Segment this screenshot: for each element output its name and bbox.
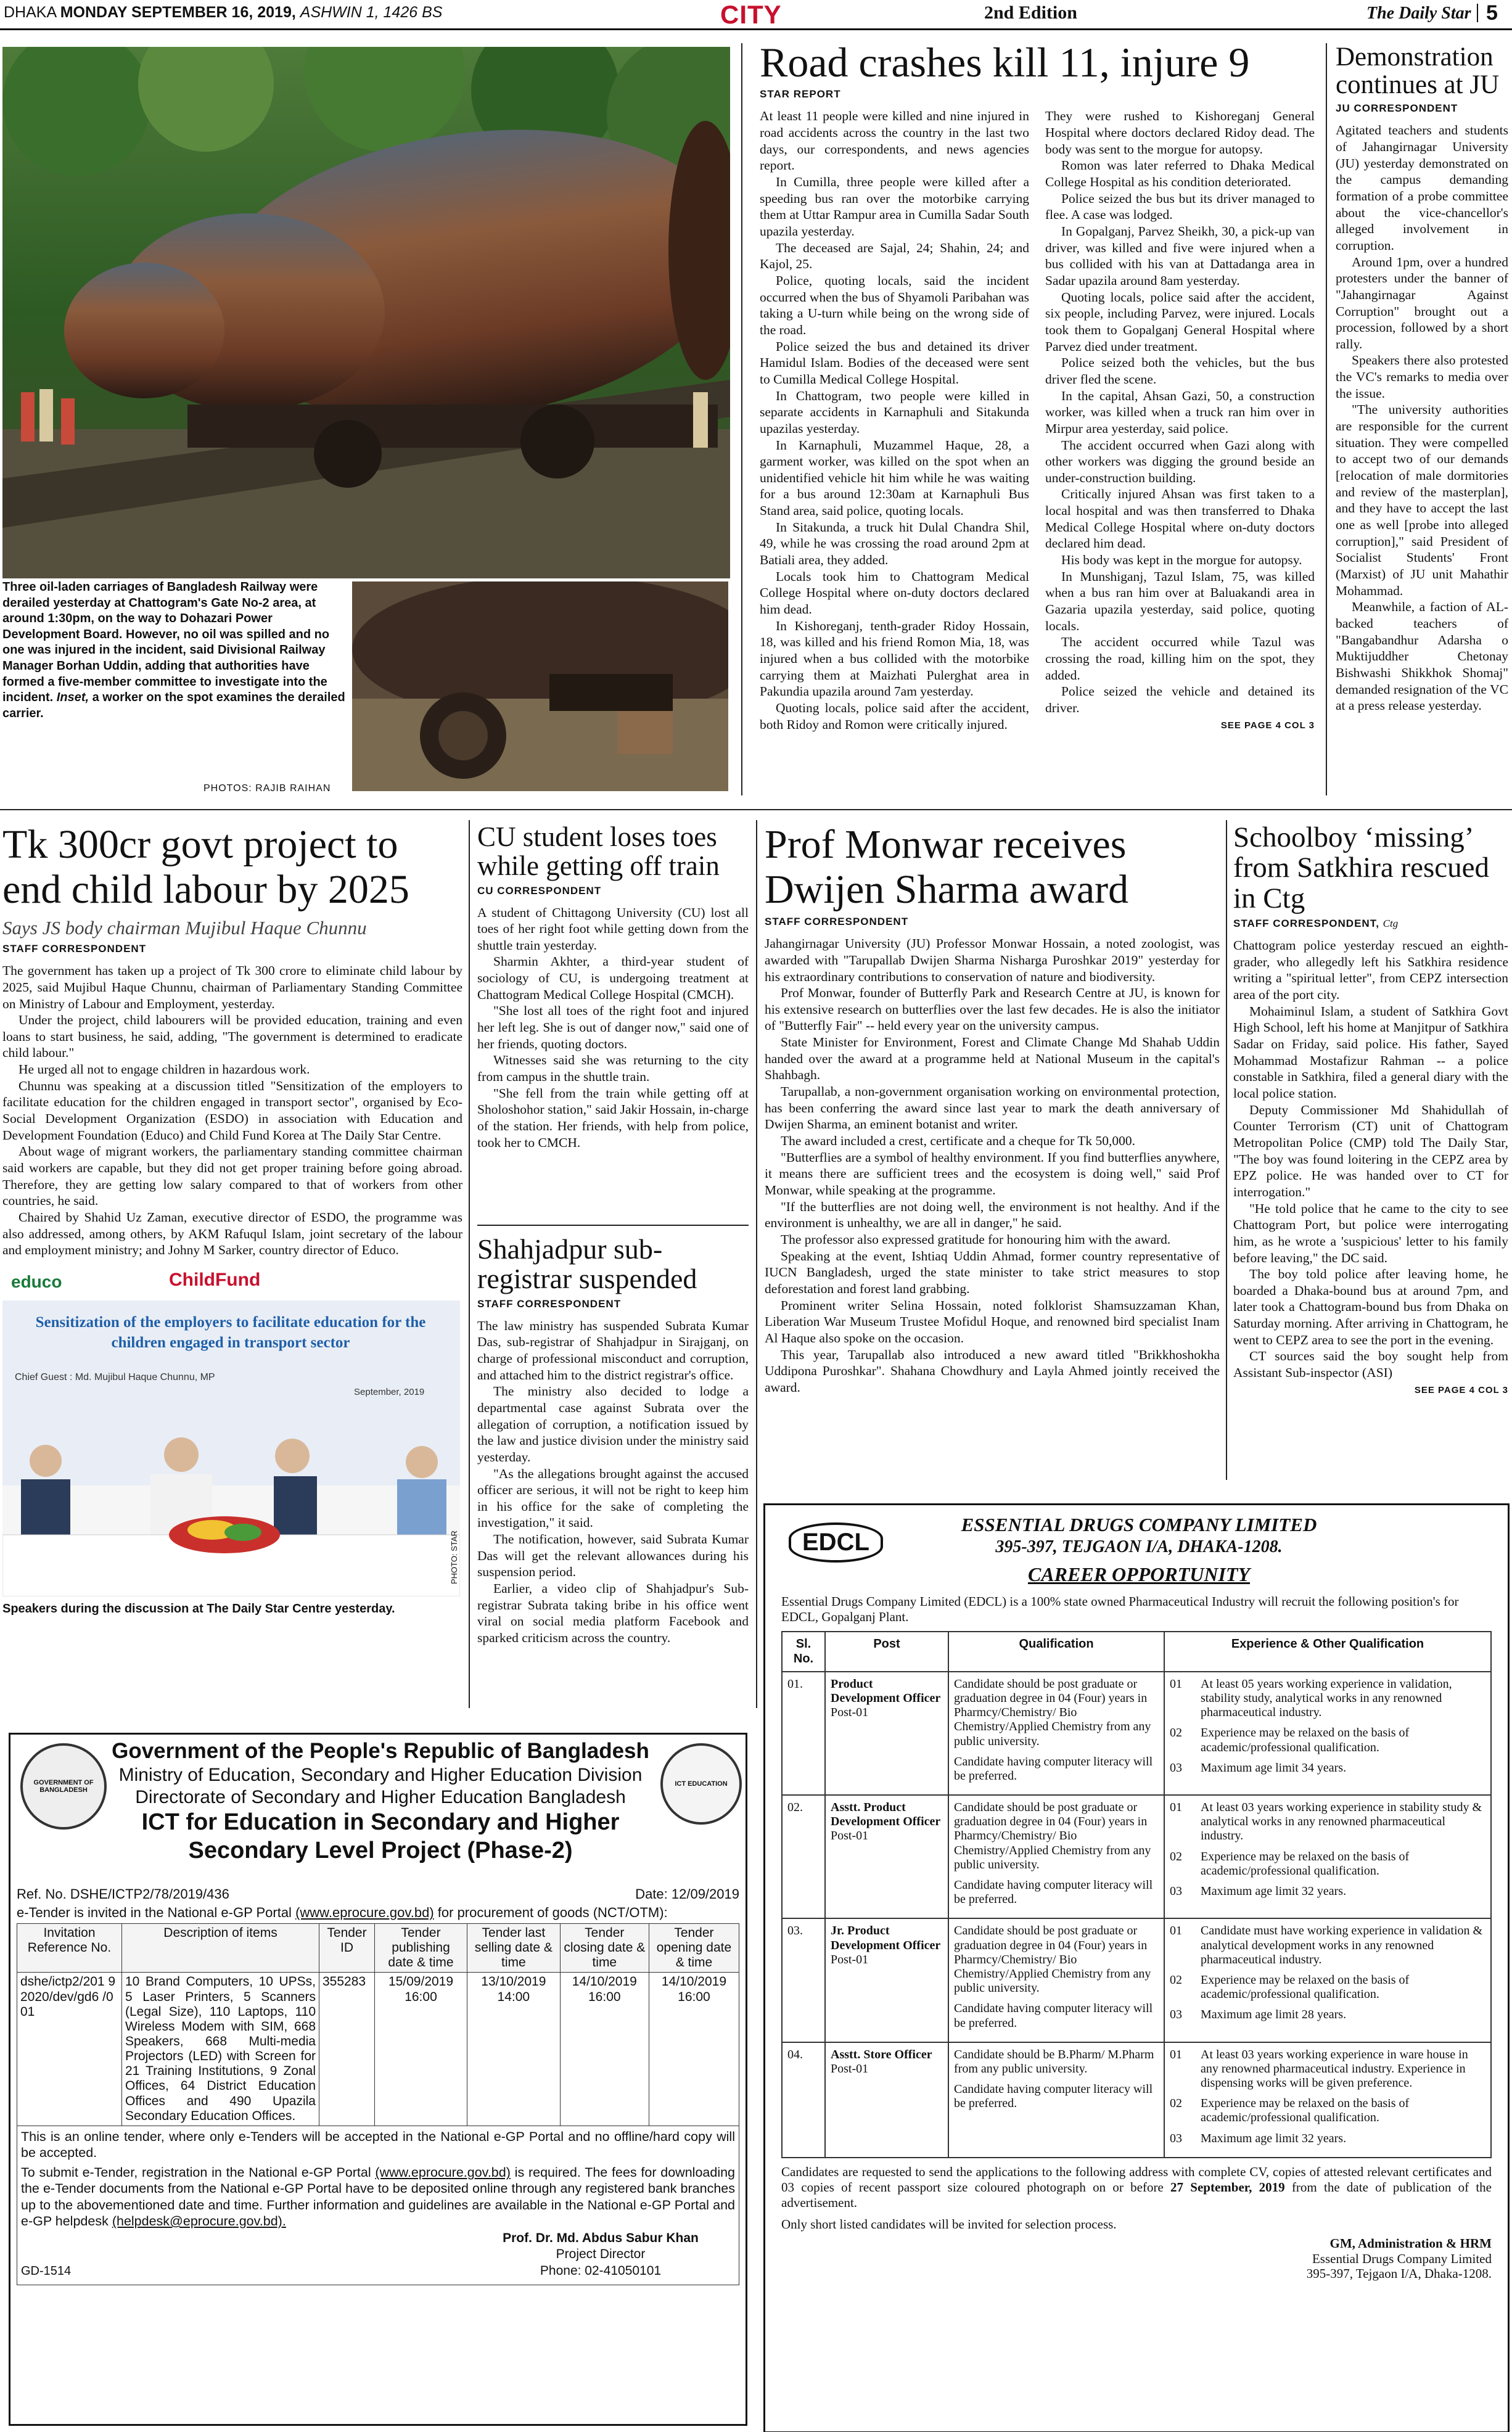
paragraph: "She fell from the train while getting off at Sholoshohor station," said Jakir Hossain, in-charge of the station. Her friends, with help from police, took her to CMCH. — [477, 1085, 749, 1150]
edcl-th-post: Post — [825, 1632, 948, 1671]
paragraph: In Karnaphuli, Muzammel Haque, 28, a garment worker, was killed on the spot when an unidentified vehicle hit him while he was waiting for a bus around 12:30am at Karnaphuli Bus Stand area, said police, quoting locals. — [760, 437, 1029, 519]
edcl-signature: GM, Administration & HRM Essential Drugs Company Limited 395-397, Tejgaon I/A, Dhaka-1208. — [1306, 2236, 1492, 2281]
edcl-logo: EDCL — [789, 1522, 883, 1563]
edcl-sl: 03. — [782, 1918, 825, 2042]
experience-line: 02 Experience may be relaxed on the basis of academic/professional qualification. — [1170, 1849, 1410, 1878]
paragraph: "If the butterflies are not doing well, the environment is not healthy. And if the environment is unhealthy, we are all in danger," he said. — [765, 1199, 1220, 1231]
paragraph: State Minister for Environment, Forest and Climate Change Md Shahab Uddin handed over the award at a programme held at National Museum in the capital's Shahbagh. — [765, 1035, 1220, 1083]
experience-line: 03 Maximum age limit 28 years. — [1170, 2008, 1347, 2022]
road-col-2 — [1045, 108, 1315, 716]
child-body — [2, 963, 462, 1259]
educo-logo: educo — [11, 1272, 62, 1291]
edcl-post: Product Development Officer Post-01 — [825, 1672, 948, 1795]
paragraph: Speakers there also protested the VC's remarks to media over the issue. — [1336, 353, 1508, 401]
paragraph: Prominent writer Selina Hossain, noted folklorist Shamsuzzaman Khan, Liberation War Museum Trustee Mofidul Hoque, and renowned bird specialist Inam Al Haque also spoke on the occasion. — [765, 1297, 1220, 1345]
edcl-name: ESSENTIAL DRUGS COMPANY LIMITED — [961, 1514, 1317, 1535]
edcl-qualification — [948, 1795, 1164, 1918]
masthead — [0, 0, 1512, 28]
paragraph: Prof Monwar, founder of Butterfly Park and Research Centre at JU, is known for his extensive research on butterflies over the last few decades. He is also the initiator of "Butterfly Fair" -- held every year on the university campus. — [765, 985, 1220, 1033]
shahjad-story — [477, 1234, 749, 1709]
demo-body — [1336, 122, 1508, 714]
gov-th-ref: Invitation Reference No. — [17, 1924, 122, 1973]
gov-signature: Prof. Dr. Md. Abdus Sabur Khan Project Director Phone: 02-41050101 — [503, 2231, 699, 2278]
qualification-line: Candidate should be post graduate or graduation degree in 04 (Four) years in Pharmcy/Chemistry/ Bio Chemistry/Applied Chemistry from any public university. — [954, 1924, 1151, 1995]
child-story — [2, 823, 462, 1692]
gov-tender-row: dshe/ictp2/201 92020/dev/gd6 /001 10 Brand Computers, 10 UPSs, 5 Laser Printers, 5 Scanners (Legal Size), 110 Laptops, 110 Wireless Modem with SIM, 668 Speakers, 668 Multi-media Projectors (LED) with Screen for 21 Training Institutions, 9 Zonal Offices, 64 District Education Offices and 490 Upazila Secondary Education Offices. 355283 15/09/2019 16:00 13/10/2019 14:00 14/10/2019 16:00 14/10/2019 16:00 — [17, 1973, 739, 2126]
paragraph: This year, Tarupallab also introduced a new award titled "Brikkhoshokha Uddipona Puroshkar". Shahana Chowdhury and Layla Ahmed jointly received the award. — [765, 1347, 1220, 1395]
experience-line: 01 At least 05 years working experience in validation, stability study, analytical works in any renowned pharmaceutical industry. — [1170, 1677, 1452, 1720]
paragraph: In Munshiganj, Tazul Islam, 75, was killed when a bus ran him over at Baluakandi area in Gazaria upazila yesterday, said police, quoting locals. — [1045, 569, 1315, 633]
experience-line: 02 Experience may be relaxed on the basis of academic/professional qualification. — [1170, 1973, 1410, 2002]
cu-byline: CU CORRESPONDENT — [477, 884, 602, 897]
paragraph: The accident occurred when Gazi along with other workers was digging the ground beside an under-construction building. — [1045, 437, 1315, 485]
edcl-row — [782, 1795, 1491, 1918]
edcl-post: Asstt. Store Officer Post-01 — [825, 2042, 948, 2158]
paragraph: About wage of migrant workers, the parliamentary standing committee chairman said workers are capable, but they did not get proper training before going abroad. Therefore, they are getting low salary compared to that of workers from other countries, he said. — [2, 1144, 462, 1209]
edcl-ad — [763, 1503, 1510, 2432]
paragraph: Quoting locals, police said after the accident, both Ridoy and Romon were critically injured. — [760, 700, 1029, 732]
edcl-title: CAREER OPPORTUNITY — [1027, 1563, 1251, 1585]
qualification-line: Candidate should be B.Pharm/ M.Pharm from any public university. — [954, 2047, 1154, 2076]
paragraph: "As the allegations brought against the accused officer are serious, it will not be right to keep him in his office for the sake of completing the investigation," it said. — [477, 1466, 749, 1530]
paragraph: The law ministry has suspended Subrata Kumar Das, sub-registrar of Shahjadpur in Sirajganj, on charge of professional misconduct and corruption, and attached him to the district registrar's office. — [477, 1318, 749, 1382]
edcl-th-qual: Qualification — [948, 1632, 1164, 1671]
banner-title: Sensitization of the employers to facilitate education for the children engaged in transport sector — [35, 1314, 426, 1351]
edcl-experience — [1164, 1795, 1491, 1918]
eprocure-link-2[interactable]: (www.eprocure.gov.bd) — [375, 2165, 511, 2180]
photo-credit: PHOTOS: RAJIB RAIHAN — [203, 783, 331, 794]
experience-line: 01 Candidate must have working experience in validation & analytical development works in any renowned pharmaceutical industry. — [1170, 1924, 1483, 1966]
edcl-sl: 04. — [782, 2042, 825, 2158]
banner-date: September, 2019 — [354, 1387, 425, 1397]
edcl-post: Jr. Product Development Officer Post-01 — [825, 1918, 948, 2042]
paragraph: The accident occurred while Tazul was crossing the road, killing him on the spot, they added. — [1045, 635, 1315, 683]
paragraph: The boy told police after leaving home, he boarded a Dhaka-bound bus at around 7pm, and later took a Chattogram-bound bus from Dhaka on Saturday morning. After arriving in Chattogram, he went to CEPZ area to see the port in the evening. — [1233, 1267, 1508, 1347]
paragraph: Meanwhile, a faction of AL-backed teachers of "Bangabandhur Adarsha o Muktijuddher Chetonay Bishwashi Shikkhok Shomaj" demanded resignation of the VC at a press release yesterday. — [1336, 599, 1508, 713]
edcl-intro: Essential Drugs Company Limited (EDCL) is a 100% state owned Pharmaceutical Industry will recruit the following position's for EDCL, Gopalganj Plant. — [781, 1594, 1459, 1625]
paragraph: In Chattogram, two people were killed in separate accidents in Karnaphuli and Sitakunda upazilas yesterday. — [760, 388, 1029, 436]
paragraph: Agitated teachers and students of Jahangirnagar University (JU) yesterday demonstrated on the campus demanding formation of a probe committee about the vice-chancellor's alleged involvement in corruption. — [1336, 123, 1508, 253]
paragraph: Witnesses said she was returning to the city from campus in the shuttle train. — [477, 1053, 749, 1085]
banner-guest: Chief Guest : Md. Mujibul Haque Chunnu, MP — [15, 1372, 215, 1382]
paragraph: CT sources said the boy sought help from Assistant Sub-inspector (ASI) — [1233, 1349, 1508, 1381]
gov-th-desc: Description of items — [122, 1924, 319, 1973]
edcl-row — [782, 1918, 1491, 2042]
paragraph: Quoting locals, police said after the accident, six people, including Parvez, were injured. Locals took them to Gopalganj General Hospital where Parvez died under treatment. — [1045, 289, 1315, 354]
paragraph: Police seized the bus but its driver managed to flee. A case was lodged. — [1045, 191, 1315, 223]
train-caption: Three oil-laden carriages of Bangladesh Railway were derailed yesterday at Chattogram's Gate No-2 area, at around 1:30pm, on the way to Dohazari Power Development Board. However, no oil was spilled and no one was injured in the incident, said Divisional Railway Manager Borhan Uddin, adding that authorities have formed a five-member committee to investigate into the incident. Inset, a worker on the spot examines the derailed carrier. — [2, 580, 345, 720]
experience-line: 02 Experience may be relaxed on the basis of academic/professional qualification. — [1170, 2097, 1410, 2125]
paragraph: Police seized the bus and detained its driver Hamidul Islam. Bodies of the deceased were sent to Cumilla Medical College Hospital. — [760, 339, 1029, 387]
helpdesk-email[interactable]: (helpdesk@eprocure.gov.bd). — [112, 2213, 286, 2229]
gov-gd: GD-1514 — [21, 2264, 72, 2278]
qualification-line: Candidate having computer literacy will be preferred. — [954, 1754, 1153, 1783]
paragraph: Under the project, child labourers will be provided education, training and even loans to start business, he said, adding, "The government is determined to eradicate child labour." — [2, 1013, 462, 1061]
school-jump: SEE PAGE 4 COL 3 — [1414, 1384, 1508, 1395]
edcl-footer-2: Only short listed candidates will be invited for selection process. — [781, 2217, 1117, 2232]
edcl-row — [782, 1672, 1491, 1795]
gov-seal-right: ICT EDUCATION — [660, 1743, 742, 1825]
paragraph: "He told police that he came to the city to see Chattogram Port, but police were interrogating him, as he wrote a 'suspicious' letter to his family before leaving," the DC said. — [1233, 1201, 1508, 1265]
road-story — [760, 41, 1315, 799]
experience-line: 03 Maximum age limit 32 years. — [1170, 1884, 1347, 1898]
experience-line: 02 Experience may be relaxed on the basis of academic/professional qualification. — [1170, 1726, 1410, 1754]
gov-th-open: Tender opening date & time — [649, 1924, 739, 1973]
gov-tender-table — [17, 1923, 739, 2126]
school-story — [1233, 823, 1508, 1476]
qualification-line: Candidate having computer literacy will be preferred. — [954, 2082, 1153, 2111]
qualification-line: Candidate should be post graduate or graduation degree in 04 (Four) years in Pharmcy/Chemistry/ Bio Chemistry/Applied Chemistry from any public university. — [954, 1801, 1151, 1871]
edcl-sl: 01. — [782, 1672, 825, 1795]
paragraph: The government has taken up a project of Tk 300 crore to eliminate child labour by 2025, said Mujibul Haque Chunnu, chairman of Parliamentary Standing Committee on Ministry of Labour and Employment, yesterday. — [2, 963, 462, 1011]
paper-name: The Daily Star — [1366, 4, 1471, 23]
seminar-credit: PHOTO: STAR — [450, 1530, 459, 1584]
paragraph: A student of Chittagong University (CU) lost all toes of her right foot while getting down from the shuttle train yesterday. — [477, 905, 749, 953]
experience-line: 03 Maximum age limit 32 years. — [1170, 2131, 1347, 2145]
demo-byline: JU CORRESPONDENT — [1336, 102, 1458, 115]
cu-story — [477, 823, 749, 1230]
seminar-caption: Speakers during the discussion at The Daily Star Centre yesterday. — [2, 1602, 395, 1616]
edcl-experience — [1164, 2042, 1491, 2158]
edcl-address: 395-397, TEJGAON I/A, DHAKA-1208. — [995, 1537, 1283, 1556]
paragraph: "The university authorities are responsible for the current situation. They were compelled to accept two of our demands [relocation of male dormitories and review of the masterplan], and they have to accept the last one as well [probe into alleged corruption]," said President of Socialist Students' Front (Marxist) of JU unit Mahathir Mohammad. — [1336, 402, 1508, 598]
road-jump: SEE PAGE 4 COL 3 — [1220, 720, 1315, 731]
paragraph: In Kishoreganj, tenth-grader Ridoy Hossain, 18, was killed and his friend Romon Mia, 18, was injured when a bus collided with the motorbike carrying them at Maizhati Pulerghat area in Pakundia upazila around 7am yesterday. — [760, 618, 1029, 699]
demo-story — [1336, 43, 1508, 799]
gov-th-pub: Tender publishing date & time — [375, 1924, 467, 1973]
paragraph: In Gopalganj, Parvez Sheikh, 30, a pick-up van driver, was killed and five were injured when a bus collided with his van at Dattadanga area in Sadar upazila around 8am yesterday. — [1045, 223, 1315, 288]
edcl-experience — [1164, 1672, 1491, 1795]
child-byline: STAFF CORRESPONDENT — [2, 943, 147, 955]
school-body — [1233, 937, 1508, 1381]
eprocure-link[interactable]: (www.eprocure.gov.bd) — [295, 1905, 434, 1920]
edcl-qualification — [948, 2042, 1164, 2158]
shahjad-headline: Shahjadpur sub-registrar suspended — [477, 1234, 697, 1295]
road-col-1 — [760, 108, 1029, 733]
paragraph: Chattogram police yesterday rescued an eighth-grader, who allegedly left his Satkhira residence writing a "spiritual letter", from CEPZ intersection area of the port city. — [1233, 938, 1508, 1002]
shahjad-body — [477, 1318, 749, 1646]
gov-ref: Ref. No. DSHE/ICTP2/78/2019/436 — [17, 1886, 229, 1902]
child-subhead: Says JS body chairman Mujibul Haque Chunnu — [2, 917, 367, 939]
paragraph: Romon was later referred to Dhaka Medical College Hospital as his condition deteriorated. — [1045, 158, 1315, 190]
dateline: DHAKA MONDAY SEPTEMBER 16, 2019, ASHWIN 1, 1426 BS — [4, 4, 443, 21]
edcl-row — [782, 2042, 1491, 2158]
paragraph: Earlier, a video clip of Shahjadpur's Sub-registrar Subrata taking bribe in his office went viral on social media platform Facebook and sparked criticism across the country. — [477, 1581, 749, 1646]
paragraph: The deceased are Sajal, 24; Shahin, 24; and Kajol, 25. — [760, 240, 1029, 272]
gov-line-3: Directorate of Secondary and Higher Education Bangladesh — [135, 1787, 626, 1807]
paragraph: They were rushed to Kishoreganj General Hospital where doctors declared Ridoy dead. The body was sent to the morgue for autopsy. — [1045, 109, 1315, 157]
shahjad-byline: STAFF CORRESPONDENT — [477, 1297, 622, 1310]
road-headline: Road crashes kill 11, injure 9 — [760, 41, 1250, 86]
gov-line-1: Government of the People's Republic of Bangladesh — [112, 1739, 649, 1763]
edcl-footer: Candidates are requested to send the applications to the following address with complete CV, copies of attested relevant certificates and 03 copies of recent passport size coloured photograph on or before 27 September, 2019 from the date of publication of the advertisement. — [781, 2164, 1492, 2211]
inset-photo-image — [352, 581, 730, 793]
paragraph: Critically injured Ahsan was first taken to a local hospital and was then transferred to Dhaka Medical College Hospital where on-duty doctors declared him dead. — [1045, 487, 1315, 551]
paragraph: The notification, however, said Subrata Kumar Das will get the relevant allowances during his suspension period. — [477, 1532, 749, 1580]
experience-line: 03 Maximum age limit 34 years. — [1170, 1760, 1347, 1775]
experience-line: 01 At least 03 years working experience in stability study & analytical works in any renowned pharmaceutical industry. — [1170, 1801, 1482, 1843]
paragraph: Speaking at the event, Ishtiaq Uddin Ahmad, former country representative of IUCN Bangladesh, urged the state minister to take strict measures to stop deforestation and forest land grabbing. — [765, 1248, 1220, 1296]
paragraph: Chunnu was speaking at a discussion titled "Sensitization of the employers to facilitate education for the children engaged in transport sector", organised by Eco-Social Development Organization (ESDO) in association with Education and Development Foundation (Educo) and Child Fund Korea at The Daily Star Centre. — [2, 1078, 462, 1143]
edition-label: 2nd Edition — [984, 2, 1077, 23]
paragraph: Tarupallab, a non-government organisation working on environmental protection, has been conferring the award since last year to mark the death anniversary of Dwijen Sharma, an eminent botanist and writer. — [765, 1084, 1220, 1132]
cu-body — [477, 905, 749, 1151]
train-photo — [2, 47, 730, 578]
paragraph: "She lost all toes of the right foot and injured her left leg. She is out of danger now," said one of her friends, quoting doctors. — [477, 1003, 749, 1051]
monwar-headline: Prof Monwar receives Dwijen Sharma award — [765, 823, 1129, 912]
paragraph: The ministry also decided to lodge a departmental case against Subrata over the allegation of corruption, a notification issued by the law and justice division under the ministry said yesterday. — [477, 1384, 749, 1465]
monwar-byline: STAFF CORRESPONDENT — [765, 916, 909, 928]
qualification-line: Candidate having computer literacy will be preferred. — [954, 2002, 1153, 2030]
cu-headline: CU student loses toes while getting off train — [477, 823, 720, 882]
gov-th-close: Tender closing date & time — [560, 1924, 649, 1973]
edcl-sl: 02. — [782, 1795, 825, 1918]
demo-headline: Demonstration continues at JU — [1336, 43, 1500, 100]
gov-line-2: Ministry of Education, Secondary and Higher Education Division — [118, 1765, 643, 1785]
paragraph: Deputy Commissioner Md Shahidullah of Counter Terrorism (CT) unit of Chattogram Metropolitan Police (CMP) told The Daily Star, "The boy was found loitering in the CEPZ area by EPZ police. He was handed over to CT for interrogation." — [1233, 1102, 1508, 1199]
gov-line-5: Secondary Level Project (Phase-2) — [188, 1837, 573, 1863]
experience-line: 01 At least 03 years working experience in ware house in any renowned pharmaceutical industry. Experience in dispensing works will be given preference. — [1170, 2047, 1468, 2090]
school-headline: Schoolboy ‘missing’ from Satkhira rescued in Ctg — [1233, 823, 1490, 914]
gov-intro: e-Tender is invited in the National e-GP Portal (www.eprocure.gov.bd) for procurement of goods (NCT/OTM): — [17, 1905, 668, 1920]
paragraph: In Sitakunda, a truck hit Dulal Chandra Shil, 49, while he was crossing the road around 2pm at Batiali area, they added. — [760, 519, 1029, 568]
edcl-qualification — [948, 1672, 1164, 1795]
gov-date: Date: 12/09/2019 — [635, 1886, 739, 1902]
section-label: CITY — [720, 0, 782, 28]
school-byline: STAFF CORRESPONDENT, Ctg — [1233, 918, 1399, 930]
gov-note-2: To submit e-Tender, registration in the National e-GP Portal (www.eprocure.gov.bd) is required. The fees for downloading the e-Tender documents from the National e-GP Portal have to be deposited online through any registered bank branches up to the abovementioned date and time. Further information and guidelines are available in the National e-GP Portal and e-GP helpdesk (helpdesk@eprocure.gov.bd). — [21, 2165, 736, 2229]
edcl-table — [781, 1631, 1492, 2158]
paragraph: Sharmin Akhter, a third-year student of sociology of CU, is undergoing treatment at Chattogram Medical College Hospital (CMCH). — [477, 954, 749, 1002]
edcl-qualification — [948, 1918, 1164, 2042]
paragraph: His body was kept in the morgue for autopsy. — [1061, 553, 1302, 568]
train-photo-image — [2, 47, 730, 578]
gov-seal-left: GOVERNMENT OF BANGLADESH — [20, 1743, 107, 1830]
childfund-logo: ChildFund — [169, 1270, 261, 1290]
inset-photo — [350, 580, 730, 793]
monwar-body — [765, 935, 1220, 1395]
paragraph: Police seized the vehicle and detained its driver. — [1045, 684, 1315, 716]
qualification-line: Candidate should be post graduate or graduation degree in 04 (Four) years in Pharmcy/Chemistry/ Bio Chemistry/Applied Chemistry from any public university. — [954, 1677, 1151, 1748]
paragraph: Police seized both the vehicles, but the bus driver fled the scene. — [1045, 355, 1315, 387]
paragraph: Chaired by Shahid Uz Zaman, executive director of ESDO, the programme was also addressed, among others, by AKM Rafuqul Islam, joint secretary of the labour and employment ministry; and Johny M Sarker, country director of Educo. — [2, 1210, 462, 1258]
page-number: 5 — [1486, 1, 1498, 25]
paragraph: "Butterflies are a symbol of healthy environment. If you find butterflies anywhere, it means there are sufficient trees and the ecosystem is doing well," said Prof Monwar, while speaking at the programme. — [765, 1149, 1220, 1198]
road-byline: STAR REPORT — [760, 88, 841, 101]
paragraph: The award included a crest, certificate and a cheque for Tk 50,000. — [781, 1133, 1136, 1149]
paragraph: Locals took him to Chattogram Medical College Hospital where on-duty doctors declared him dead. — [760, 569, 1029, 617]
seminar-photo — [2, 1263, 460, 1596]
gov-th-sell: Tender last selling date & time — [467, 1924, 560, 1973]
paragraph: Jahangirnagar University (JU) Professor Monwar Hossain, a noted zoologist, was awarded with "Tarupallab Dwijen Sharma Nisharga Puroshkar 2019" yesterday for his extraordinary contributions to conservation of nature and biodiversity. — [765, 936, 1220, 984]
paragraph: The professor also expressed gratitude for honouring him with the award. — [781, 1232, 1171, 1247]
edcl-th-exp: Experience & Other Qualification — [1164, 1632, 1491, 1671]
gov-line-4: ICT for Education in Secondary and Higher — [141, 1809, 620, 1835]
paragraph: Around 1pm, over a hundred protesters under the banner of "Jahangirnagar Against Corruption" brought out a procession, followed by a short rally. — [1336, 254, 1508, 351]
child-headline: Tk 300cr govt project to end child labour by 2025 — [2, 823, 409, 912]
paragraph: Police, quoting locals, said the incident occurred when the bus of Shyamoli Paribahan was taking a U-turn while being on the wrong side of the road. — [760, 273, 1029, 337]
gov-note-1: This is an online tender, where only e-Tenders will be accepted in the National e-GP Portal and no offline/hard copy will be accepted. — [21, 2129, 735, 2161]
monwar-story — [765, 823, 1220, 1476]
seminar-scene — [2, 1387, 460, 1596]
edcl-th-sl: Sl. No. — [782, 1632, 825, 1671]
paragraph: Mohaiminul Islam, a student of Satkhira Govt High School, left his home at Manjitpur of Satkhira Sadar on Friday, said police. His father, Sayed Mohammad Mostafizur Rahman -- a police constable in Satkhira, filed a general diary with the local police station. — [1233, 1003, 1508, 1101]
paragraph: In the capital, Ahsan Gazi, 50, a construction worker, was killed when a truck ran him over in Mirpur area yesterday, said police. — [1045, 388, 1315, 436]
paragraph: At least 11 people were killed and nine injured in road accidents across the country in the last two days, our correspondents, and news agencies report. — [760, 109, 1029, 173]
edcl-experience — [1164, 1918, 1491, 2042]
paragraph: In Cumilla, three people were killed after a speeding bus ran over the motorbike carrying them at Uttar Rampur area in Cumilla Sadar South upazila yesterday. — [760, 175, 1029, 239]
edcl-post: Asstt. Product Development Officer Post-01 — [825, 1795, 948, 1918]
gov-th-id: Tender ID — [319, 1924, 375, 1973]
gov-tender-ad — [9, 1733, 747, 2426]
paragraph: He urged all not to engage children in hazardous work. — [18, 1062, 310, 1077]
qualification-line: Candidate having computer literacy will be preferred. — [954, 1878, 1153, 1907]
